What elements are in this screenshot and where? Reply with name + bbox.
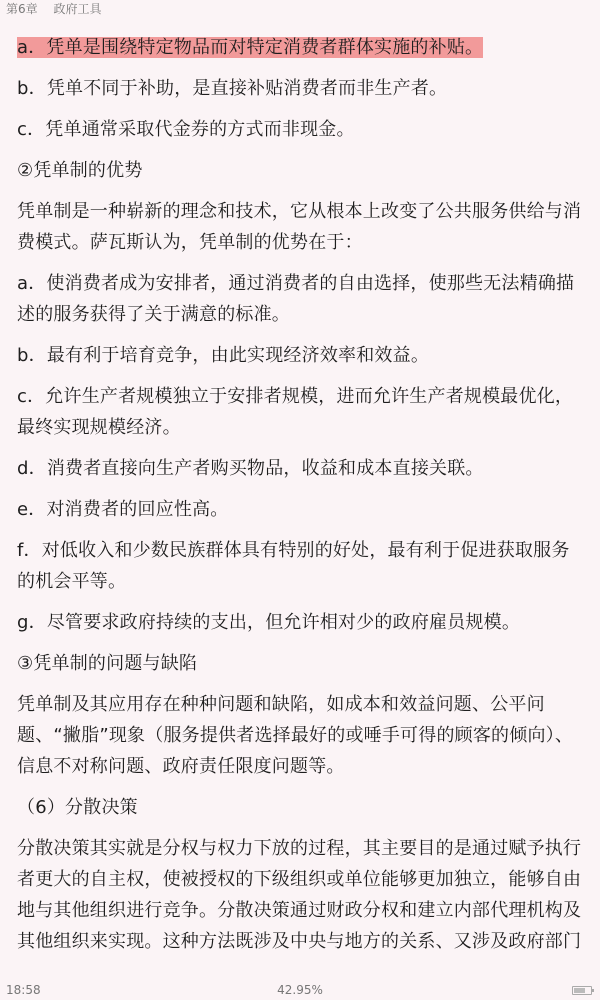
paragraph: 凭单制及其应用存在种种问题和缺陷，如成本和效益问题、公平问题、“撇脂”现象（服务提供者选择最好的或唾手可得的顾客的倾向）、信息不对称问题、政府责任限度问题等。 <box>17 694 574 777</box>
reader-header <box>0 0 600 18</box>
paragraph: g．尽管要求政府持续的支出，但允许相对少的政府雇员规模。 <box>17 612 521 633</box>
paragraph: 凭单制是一种崭新的理念和技术，它从根本上改变了公共服务供给与消费模式。萨瓦斯认为，凭单制的优势在于： <box>17 201 582 253</box>
battery-level <box>574 988 585 993</box>
reader-page-content[interactable] <box>17 32 585 988</box>
paragraph: e．对消费者的回应性高。 <box>17 499 229 520</box>
paragraph: b．最有利于培育竞争，由此实现经济效率和效益。 <box>17 345 430 366</box>
chapter-label: 第6章 <box>6 2 38 16</box>
highlighted-text[interactable]: a．凭单是围绕特定物品而对特定消费者群体实施的补贴。 <box>17 37 484 58</box>
paragraph: c．凭单通常采取代金券的方式而非现金。 <box>17 119 355 140</box>
paragraph: c．允许生产者规模独立于安排者规模，进而允许生产者规模最优化，最终实现规模经济。 <box>17 386 574 438</box>
paragraph: a．使消费者成为安排者，通过消费者的自由选择，使那些无法精确描述的服务获得了关于满意的标准。 <box>17 273 575 325</box>
paragraph <box>17 32 585 63</box>
battery-icon <box>572 986 592 995</box>
clock-time: 18:58 <box>6 983 41 997</box>
paragraph: 分散决策其实就是分权与权力下放的过程，其主要目的是通过赋予执行者更大的自主权，使被授权的下级组织或单位能够更加独立，能够自由地与其他组织进行竞争。分散决策通过财政分权和建立内部代理机构及其他组织来实现。这种方法既涉及中央与地方的关系、又涉及政府部门 <box>17 838 582 952</box>
paragraph: b．凭单不同于补助，是直接补贴消费者而非生产者。 <box>17 78 448 99</box>
reader-footer <box>0 980 600 1000</box>
section-heading: （6）分散决策 <box>17 797 138 818</box>
section-label: 政府工具 <box>53 2 102 16</box>
paragraph: d．消费者直接向生产者购买物品，收益和成本直接关联。 <box>17 458 484 479</box>
paragraph: f．对低收入和少数民族群体具有特别的好处，最有利于促进获取服务的机会平等。 <box>17 540 570 592</box>
reading-progress: 42.95% <box>277 983 323 997</box>
section-heading: ③凭单制的问题与缺陷 <box>17 653 198 674</box>
section-heading: ②凭单制的优势 <box>17 160 143 181</box>
